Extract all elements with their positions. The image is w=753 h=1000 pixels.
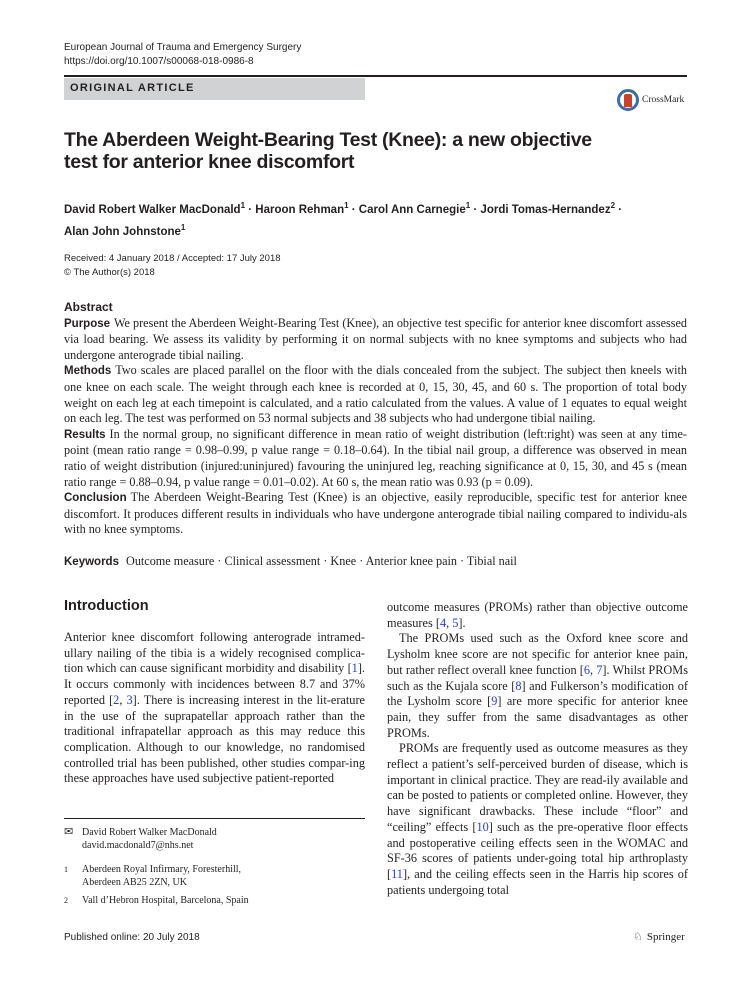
author-name: Jordi Tomas-Hernandez xyxy=(480,203,611,216)
abstract-section-label: Conclusion xyxy=(64,492,127,505)
journal-name: European Journal of Trauma and Emergency Surgery xyxy=(64,42,302,53)
body-text: outcome measures (PROMs) rather than objective outcome measures [ xyxy=(387,600,688,630)
body-paragraph xyxy=(387,631,688,741)
doi-link[interactable]: https://doi.org/10.1007/s00068-018-0986-8 xyxy=(64,56,254,67)
body-paragraph xyxy=(64,630,365,787)
author-separator: · xyxy=(470,203,481,216)
abstract-conclusion xyxy=(64,490,687,538)
paper-title: The Aberdeen Weight-Bearing Test (Knee): a new objective test for anterior knee discomfort xyxy=(64,129,592,173)
corresponding-author xyxy=(64,826,365,852)
article-type-banner xyxy=(64,78,365,100)
author-name: Haroon Rehman xyxy=(255,203,345,216)
author-separator: · xyxy=(348,203,359,216)
body-text: , xyxy=(446,615,453,630)
abstract-heading: Abstract xyxy=(64,300,113,314)
author[interactable] xyxy=(358,201,471,216)
body-text: ] and Fulkerson’s modification of the Lysholm score [ xyxy=(387,678,688,709)
body-text: ], and the ceiling effects seen in the Harris hip scores of patients undergoing total xyxy=(387,866,688,897)
body-text: ] are more specific for anterior knee pain, they suffer from the same disadvantages as other PROMs. xyxy=(387,694,688,740)
body-paragraph xyxy=(387,600,688,631)
citation-link[interactable]: 10 xyxy=(476,819,489,834)
body-text: , xyxy=(119,692,127,707)
citation-link[interactable]: 1 xyxy=(351,661,358,676)
header-rule xyxy=(64,75,687,77)
abstract-purpose xyxy=(64,316,687,364)
abstract-section-label: Purpose xyxy=(64,317,111,330)
crossmark-label: CrossMark xyxy=(642,95,685,105)
abstract-methods xyxy=(64,363,687,426)
left-column xyxy=(64,630,365,787)
publisher-name: Springer xyxy=(646,930,685,943)
corresponding-email[interactable]: david.macdonald7@nhs.net xyxy=(82,840,194,851)
affiliation-mark: 2 xyxy=(64,896,68,905)
author-affiliation-mark: 2 xyxy=(610,201,616,210)
corresponding-name: David Robert Walker MacDonald xyxy=(82,827,217,838)
abstract-section-text: In the normal group, no significant difference in mean ratio of weight distribution (left:right) was seen at any time-point (mean ratio range = 0.98–0.99, p value range = 0.18–0.64). In the tibial nail group, a difference was observed in mean ratio of weight distribution (injured:uninjured) favouring the uninjured leg, reaching significance at 0, 15, 30, and 45 s (mean ratio range = 0.88–0.94, p value range = 0.01–0.02). At 60 s, the mean ratio was 0.93 (p = 0.09). xyxy=(64,426,687,489)
author-affiliation-mark: 1 xyxy=(240,201,246,210)
publisher-logo xyxy=(633,930,685,943)
body-text: The PROMs used such as the Oxford knee score and Lysholm knee score are not specific for anterior knee pain, but rather reflect overall knee function [ xyxy=(387,631,688,677)
abstract-section-text: Two scales are placed parallel on the floor with the dials concealed from the subject. The subject then kneels with one knee on each scale. The weight through each knee is recorded at 0, 15, 30, 45, and 60 s. The proportion of total body weight on each leg at each timepoint is calculated, and a ratio calculated from the values. A value of 1 equates to equal weight on each leg. The test was performed on 53 normal subjects and 38 subjects who had undergone tibial nailing. xyxy=(64,363,687,426)
body-text: , xyxy=(590,662,597,677)
springer-horse-icon: ♘ xyxy=(633,931,643,943)
abstract xyxy=(64,300,687,538)
citation-link[interactable]: 5 xyxy=(452,615,459,630)
author[interactable] xyxy=(64,222,186,238)
crossmark-icon xyxy=(617,89,639,111)
abstract-section-text: The Aberdeen Weight-Bearing Test (Knee) is an objective, easily reproducible, specific test for anterior knee discomfort. It produces different results in individuals who have undergone anterograde tibial nailing compared to individu-als with no knee symptoms. xyxy=(64,490,687,537)
keywords xyxy=(64,554,687,571)
body-text: ]. xyxy=(458,615,466,630)
journal-info xyxy=(64,41,301,69)
author-affiliation-mark: 1 xyxy=(344,201,349,210)
citation-link[interactable]: 7 xyxy=(596,662,603,677)
body-paragraph xyxy=(387,741,688,898)
crossmark-button[interactable] xyxy=(617,89,684,111)
envelope-icon: ✉ xyxy=(64,826,74,838)
affiliation-text: Vall d’Hebron Hospital, Barcelona, Spain xyxy=(82,895,249,906)
author-separator: · xyxy=(245,203,256,216)
author[interactable] xyxy=(64,201,246,216)
author[interactable] xyxy=(480,201,616,216)
citation-link[interactable]: 3 xyxy=(126,692,133,707)
body-text: ]. Whilst PROMs such as the Kujala score [ xyxy=(387,662,688,693)
keywords-label: Keywords xyxy=(64,556,119,568)
keywords-text: Outcome measure · Clinical assessment · Knee · Anterior knee pain · Tibial nail xyxy=(126,554,517,568)
body-text: Anterior knee discomfort following anterograde intramed-ullary nailing of the tibia is a widely recognised complica-tion which can cause significant morbidity and disability [ xyxy=(64,630,365,676)
abstract-section-label: Methods xyxy=(64,365,112,378)
author-name: Carol Ann Carnegie xyxy=(358,203,466,216)
citation-link[interactable]: 11 xyxy=(391,866,403,881)
author-affiliation-mark: 1 xyxy=(465,201,471,210)
abstract-section-label: Results xyxy=(64,428,106,441)
citation-link[interactable]: 6 xyxy=(583,662,591,677)
published-date: Published online: 20 July 2018 xyxy=(64,932,200,943)
abstract-section-text: We present the Aberdeen Weight-Bearing Test (Knee), an objective test specific for anterior knee discomfort assessed via load bearing. We assess its validity by performing it on normal subjects with no knee symptoms and subjects who had undergone anterograde tibial nailing. xyxy=(64,315,687,362)
dates xyxy=(64,252,281,280)
body-text: ] such as the pre-operative floor effects and postoperative ceiling effects seen in the WOMAC and SF-36 scores of patients under-going total hip arthroplasty [ xyxy=(387,819,688,881)
citation-link[interactable]: 4 xyxy=(439,615,447,630)
section-heading-introduction: Introduction xyxy=(64,598,149,614)
body-text: ]. It occurs commonly with incidences between 8.7 and 37% reported [ xyxy=(64,661,365,707)
article-type: ORIGINAL ARTICLE xyxy=(70,82,195,94)
author-name: Alan John Johnstone xyxy=(64,225,181,238)
abstract-results xyxy=(64,427,687,490)
citation-link[interactable]: 8 xyxy=(515,678,522,693)
citation-link[interactable]: 9 xyxy=(491,694,498,709)
affiliation-text: Aberdeen Royal Infirmary, Foresterhill, Aberdeen AB25 2ZN, UK xyxy=(82,864,242,888)
author-separator: · xyxy=(615,203,623,216)
author-name: David Robert Walker MacDonald xyxy=(64,203,241,216)
affiliation-1 xyxy=(64,863,365,889)
author-affiliation-mark: 1 xyxy=(180,222,186,232)
right-column xyxy=(387,600,688,898)
body-text: PROMs are frequently used as outcome measures as they reflect a patient’s self-perceived burden of disease, which is important in clinical practice. They are read-ily available and can be posted to patients or completed online. However, they have significant drawbacks. These include “floor” and “ceiling” effects [ xyxy=(387,741,688,834)
author-list xyxy=(64,197,687,241)
footnote-rule xyxy=(64,818,365,819)
received-accepted: Received: 4 January 2018 / Accepted: 17 July 2018 xyxy=(64,253,281,264)
body-text: ]. There is increasing interest in the lit-erature in the use of the suprapatellar approach rather than the traditional infrapatellar approach as this may reduce this complication. Although to our knowledge, no randomised controlled trial has been published, other studies compar-ing these approaches have used subjective patient-reported xyxy=(64,692,365,786)
affiliation-2 xyxy=(64,894,365,907)
author[interactable] xyxy=(255,201,349,216)
copyright: © The Author(s) 2018 xyxy=(64,267,155,278)
citation-link[interactable]: 2 xyxy=(113,692,120,707)
affiliation-mark: 1 xyxy=(64,865,68,874)
